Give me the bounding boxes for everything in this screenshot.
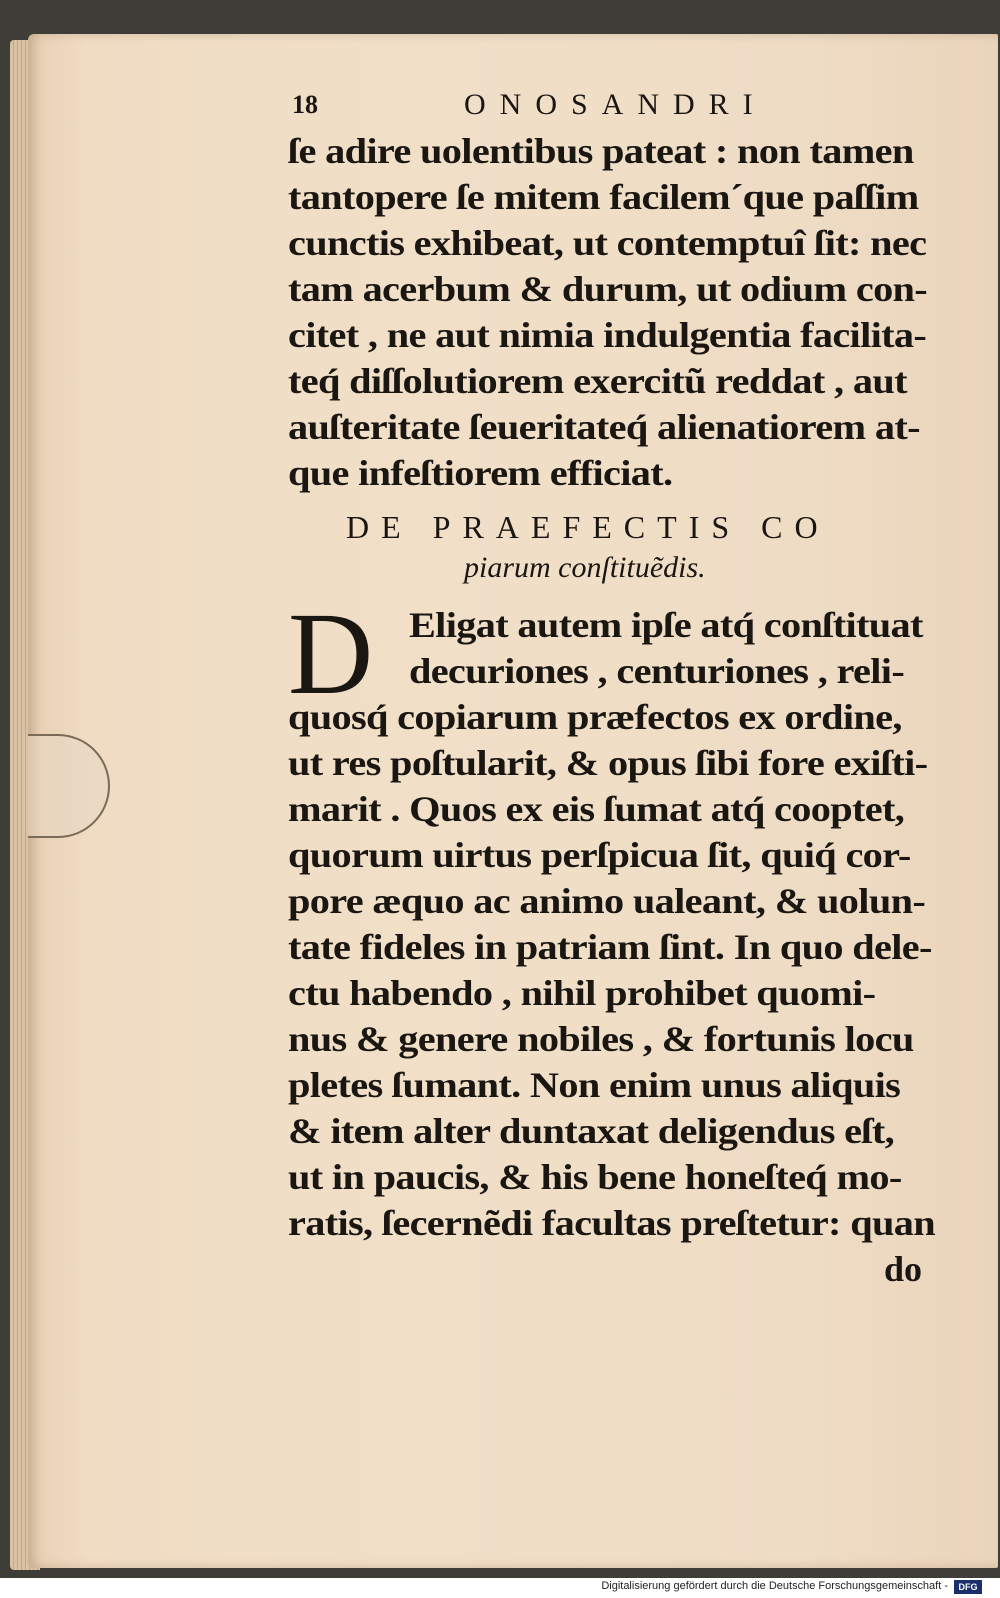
text-line: Eligat autem ipſe atq́ conſtituat — [408, 605, 923, 645]
text-line: tantopere ſe mitem facilem´que paſſim — [288, 177, 919, 217]
text-line: nus & genere nobiles , & fortunis locu — [288, 1019, 914, 1059]
paragraph-2 — [288, 588, 938, 1292]
text-line: teq́ diſſolutiorem exercitũ reddat , aut — [288, 361, 907, 401]
text-line: ut in paucis, & his bene honeſteq́ mo- — [288, 1157, 902, 1197]
running-head — [288, 84, 938, 128]
text-line: quorum uirtus perſpicua ſit, quiq́ cor- — [288, 835, 911, 875]
running-title: ONOSANDRI — [464, 88, 767, 121]
text-line: que infeſtiorem efficiat. — [288, 453, 673, 493]
section-heading-continuation: piarum conſtituẽdis. — [464, 551, 706, 584]
text-line: marit . Quos ex eis ſumat atq́ cooptet, — [288, 789, 905, 829]
text-line: & item alter duntaxat deligendus eſt, — [288, 1111, 895, 1151]
section-heading: DE PRAEFECTIS CO — [346, 509, 830, 545]
text-line: pore æquo ac animo ualeant, & uolun- — [288, 881, 926, 921]
text-line: quosq́ copiarum præfectos ex ordine, — [288, 697, 902, 737]
text-line: auſteritate ſeueritateq́ alienatiorem at- — [288, 407, 920, 447]
text-line: ctu habendo , nihil prohibet quomi- — [288, 973, 876, 1013]
text-line: citet , ne aut nimia indulgentia facilita- — [288, 315, 927, 355]
footer-bar — [0, 1578, 1000, 1598]
text-line: decuriones , centuriones , reli- — [408, 651, 905, 691]
clip-tab — [28, 734, 110, 838]
text-block — [288, 84, 938, 1292]
text-line: tate fideles in patriam ſint. In quo dele- — [288, 927, 932, 967]
text-line: cunctis exhibeat, ut contemptuî ſit: nec — [288, 223, 927, 263]
text-line: pletes ſumant. Non enim unus aliquis — [288, 1065, 901, 1105]
drop-cap: D — [288, 588, 374, 719]
footer-text: Digitalisierung gefördert durch die Deutsche Forschungsgemeinschaft - — [601, 1580, 948, 1592]
catchword: do — [883, 1249, 922, 1289]
text-line: ratis, ſecernẽdi facultas preſtetur: quan — [288, 1203, 935, 1243]
text-line: tam acerbum & durum, ut odium con- — [288, 269, 928, 309]
text-line: ſe adire uolentibus pateat : non tamen — [288, 131, 914, 171]
paragraph-1 — [288, 128, 938, 496]
dfg-logo: DFG — [954, 1580, 982, 1594]
text-line: ut res poſtularit, & opus ſibi fore exiſti- — [288, 743, 928, 783]
page-number: 18 — [292, 90, 318, 119]
